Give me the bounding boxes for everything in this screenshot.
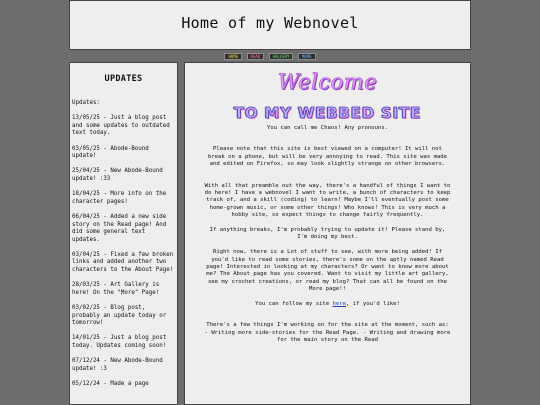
site-header <box>69 0 471 50</box>
nav-gallery-link[interactable]: GALLERY <box>269 53 294 60</box>
about-paragraph: With all that preamble out the way, there's a handful of things I want to do here! I have a webnovel I want to write, a bunch of characters to keep track of, and a skill (coding) to learn! Maybe I'll eventually post some home-grown music, or some other things! Who knows! This is very much a hobby site, so expect things to change fairly frequently. <box>204 182 451 219</box>
follow-text-end: , if you'd like! <box>346 301 400 308</box>
welcome-heading: Welcome <box>277 70 378 94</box>
intro-text: You can call me Chaos! Any pronouns. <box>266 125 389 131</box>
update-entry: 14/01/25 - Just a blog post today. Updates coming soon! <box>72 335 167 349</box>
main-body <box>185 125 470 345</box>
nav-home-link[interactable]: HOME <box>224 53 242 60</box>
updates-title: UPDATES <box>104 74 143 84</box>
update-entry: 06/04/25 - Added a new side story on the Read page! And did some general text updates. <box>72 213 167 243</box>
follow-text: You can follow my site <box>255 301 333 308</box>
update-entry: 03/02/25 - Blog post, probably an update today or tomorrow! <box>72 305 167 327</box>
nav-read-link[interactable]: READ <box>247 53 265 60</box>
update-entry: 18/04/25 - More info on the character pages! <box>72 191 167 205</box>
update-entry: 03/04/25 - Fixed a few broken links and added another two characters to the About Page! <box>72 251 174 274</box>
update-entry: 25/04/25 - New Abode-Bound update! :33 <box>72 168 163 182</box>
updates-intro: Updates: <box>72 100 100 106</box>
update-entry: 13/05/25 - Just a blog post and some updates to outdated text today. <box>72 115 170 137</box>
update-entry: 03/05/25 - Abode-Bound update! <box>72 145 149 160</box>
follow-line <box>203 301 452 308</box>
site-banner: TO MY WEBBED SITE <box>233 104 422 122</box>
working-on-paragraph: There's a few things I'm working on for the site at the moment, such as: - Writing more side-stories for the Read Page. - Writing and drawing more for the main story on the Read <box>204 322 451 344</box>
update-entry: 07/12/24 - New Abode-Bound update! :3 <box>72 358 163 372</box>
updates-sidebar[interactable] <box>69 62 178 405</box>
update-note: If anything breaks, I'm probably trying to update it! Please stand by, I'm doing my best. <box>209 227 446 241</box>
updates-list <box>70 100 177 389</box>
update-entry: 28/03/25 - Art Gallery is here! On the "More" Page! <box>72 282 160 296</box>
content-paragraph: Right now, there is a Lot of stuff to see, with more being added! If you'd like to read some stories, there's some on the aptly named Read page! Interested in looking at my characters? Or want to know more about me? The About page has you covered. Want to visit my little art gallery, see my crochet creations, or read my blog? That can all be found on the More page!! <box>206 249 449 293</box>
update-entry: 05/12/24 - Made a page <box>72 380 149 387</box>
browser-note: Please note that this site is best viewed on a computer! It will not break on a phone, but will be very annoying to read. This site was made and edited on Firefox, so may look slightly strange on other browsers. <box>207 146 448 168</box>
site-title: Home of my Webnovel <box>181 14 359 32</box>
nav-bar <box>0 53 540 61</box>
main-content[interactable] <box>184 62 471 405</box>
nav-more-link[interactable]: MORE <box>298 53 316 60</box>
follow-link[interactable]: here <box>332 301 347 308</box>
